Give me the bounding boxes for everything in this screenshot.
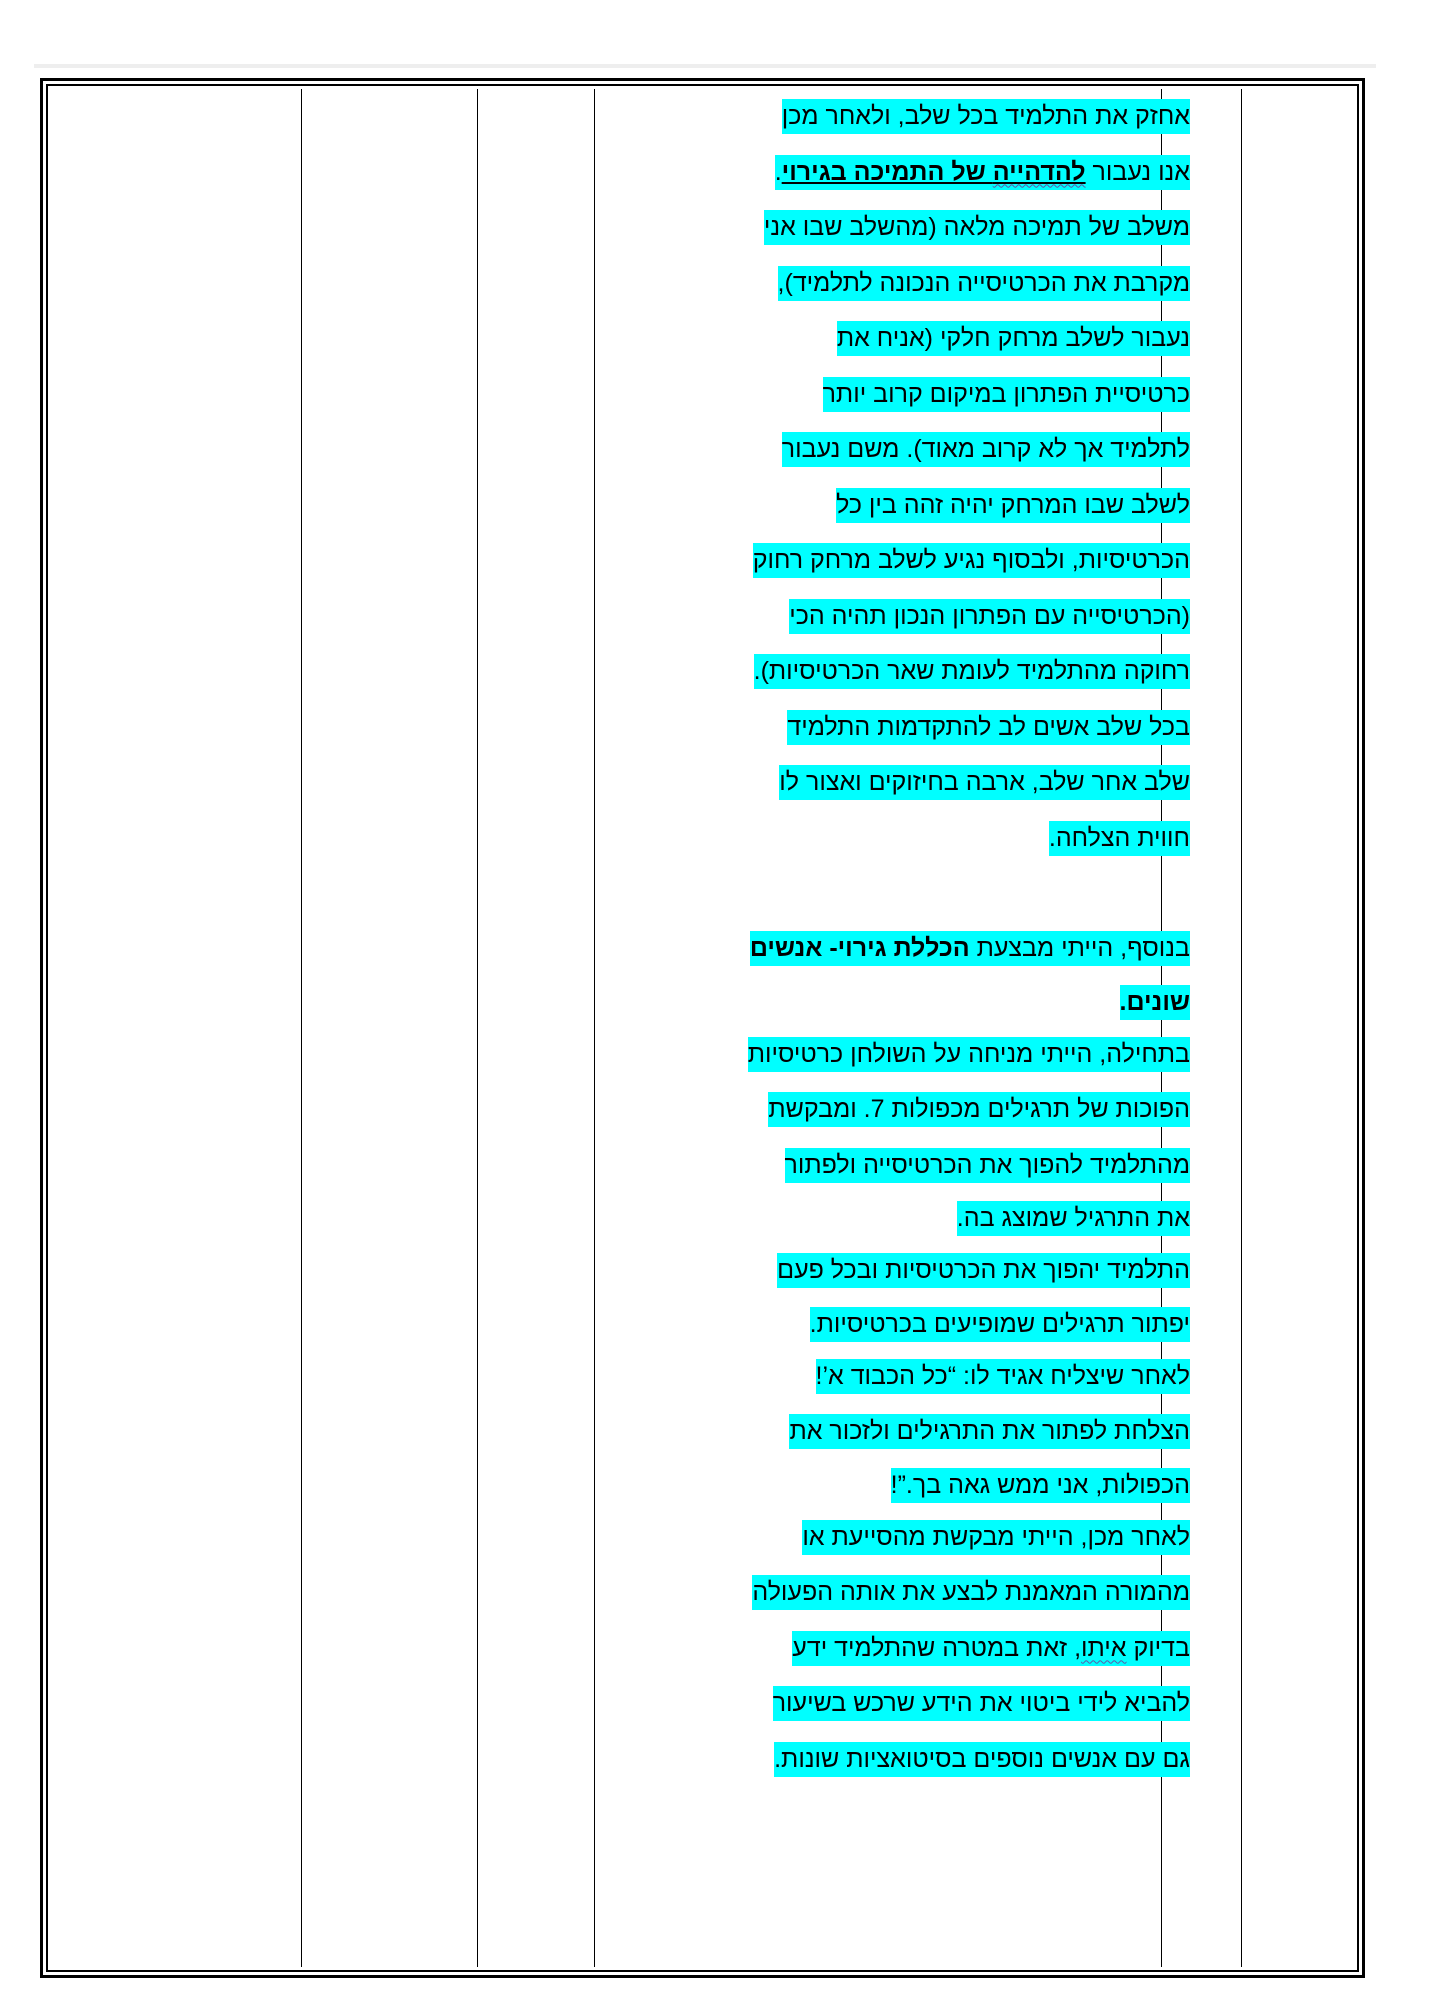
page-top-rule bbox=[34, 64, 1376, 68]
text-line: יפתור תרגילים שמופיעים בכרטיסיות. bbox=[634, 1299, 1190, 1349]
blank-line bbox=[634, 866, 1190, 921]
text-line: בתחילה, הייתי מניחה על השולחן כרטיסיות bbox=[634, 1027, 1190, 1083]
text-line: את התרגיל שמוצג בה. bbox=[634, 1193, 1190, 1243]
text-line: לאחר מכן, הייתי מבקשת מהסייעת או bbox=[634, 1510, 1190, 1566]
text-line: לאחר שיצליח אגיד לו: “כל הכבוד א’! bbox=[634, 1349, 1190, 1405]
bold-text: הכללת גירוי- אנשים bbox=[749, 934, 970, 962]
text-line: אחזק את התלמיד בכל שלב, ולאחר מכן bbox=[634, 89, 1190, 145]
spellcheck-squiggle-word: איתו bbox=[1081, 1633, 1127, 1662]
text-line: גם עם אנשים נוספים בסיטואציות שונות. bbox=[634, 1732, 1190, 1788]
text-line: כרטיסיית הפתרון במיקום קרוב יותר bbox=[634, 367, 1190, 423]
text-line: משלב של תמיכה מלאה (מהשלב שבו אני bbox=[634, 200, 1190, 256]
text-line: לשלב שבו המרחק יהיה זהה בין כל bbox=[634, 478, 1190, 534]
text-line: לתלמיד אך לא קרוב מאוד). משם נעבור bbox=[634, 422, 1190, 478]
text-line: מקרבת את הכרטיסייה הנכונה לתלמיד), bbox=[634, 256, 1190, 312]
text-cell[interactable] bbox=[634, 89, 1198, 1787]
column-divider bbox=[594, 89, 595, 1967]
text-line: התלמיד יהפוך את הכרטיסיות ובכל פעם bbox=[634, 1243, 1190, 1299]
text-line: הכפולות, אני ממש גאה בך.”! bbox=[634, 1460, 1190, 1510]
text-line: שלב אחר שלב, ארבה בחיזוקים ואצור לו bbox=[634, 755, 1190, 811]
text-line: בדיוק איתו, זאת במטרה שהתלמיד ידע bbox=[634, 1621, 1190, 1677]
text-line: הפוכות של תרגילים מכפולות 7. ומבקשת bbox=[634, 1082, 1190, 1138]
text-line: בכל שלב אשים לב להתקדמות התלמיד bbox=[634, 700, 1190, 756]
text-line: מהמורה המאמנת לבצע את אותה הפעולה bbox=[634, 1565, 1190, 1621]
document-table bbox=[40, 78, 1365, 1978]
text-line: מהתלמיד להפוך את הכרטיסייה ולפתור bbox=[634, 1138, 1190, 1194]
text-line: אנו נעבור להדהייה של התמיכה בגירוי. bbox=[634, 145, 1190, 201]
column-divider bbox=[301, 89, 302, 1967]
spellcheck-squiggle-word: להדהייה bbox=[992, 157, 1086, 186]
text-line: רחוקה מהתלמיד לעומת שאר הכרטיסיות). bbox=[634, 644, 1190, 700]
text-line: בנוסף, הייתי מבצעת הכללת גירוי- אנשים bbox=[634, 921, 1190, 977]
text-line: (הכרטיסייה עם הפתרון הנכון תהיה הכי bbox=[634, 589, 1190, 645]
text-line: חווית הצלחה. bbox=[634, 811, 1190, 867]
text-line: הצלחת לפתור את התרגילים ולזכור את bbox=[634, 1404, 1190, 1460]
text-line: נעבור לשלב מרחק חלקי (אניח את bbox=[634, 311, 1190, 367]
text-line: להביא לידי ביטוי את הידע שרכש בשיעור bbox=[634, 1676, 1190, 1732]
column-divider bbox=[477, 89, 478, 1967]
bold-underlined-text: להדהייה של התמיכה בגירוי bbox=[781, 157, 1086, 186]
text-line: שונים. bbox=[634, 977, 1190, 1027]
text-line: הכרטיסיות, ולבסוף נגיע לשלב מרחק רחוק bbox=[634, 533, 1190, 589]
column-divider bbox=[1241, 89, 1242, 1967]
